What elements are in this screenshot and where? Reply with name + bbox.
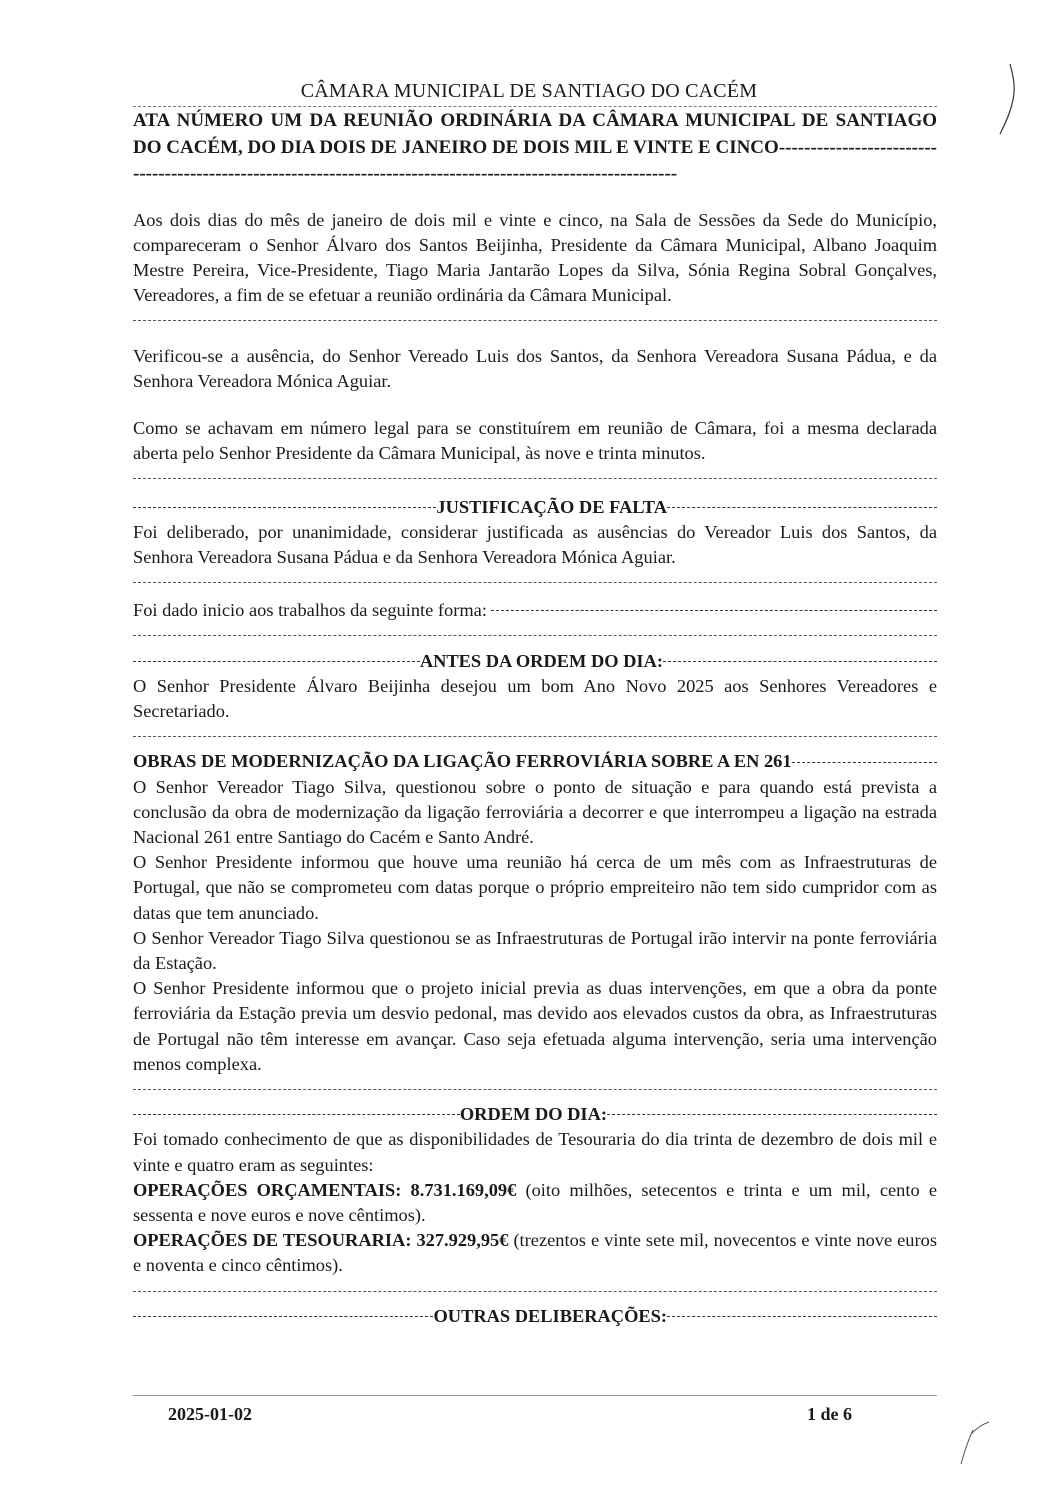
dash-separator	[133, 1279, 937, 1304]
section-ordem	[133, 1102, 937, 1127]
paragraph-orcamentais	[133, 1178, 937, 1228]
section-outras-title: OUTRAS DELIBERAÇÕES:	[433, 1305, 667, 1326]
paragraph-quorum: Como se achavam em número legal para se constituírem em reunião de Câmara, foi a mesma declarada aberta pelo Senhor Presidente da Câmara Municipal, às nove e trinta minutos.	[133, 417, 937, 464]
section-obras	[133, 749, 937, 774]
initials-mark	[955, 1410, 995, 1470]
dash-separator	[133, 308, 937, 333]
footer-rule	[133, 1395, 937, 1396]
paragraph-tesouraria	[133, 1228, 937, 1278]
minutes-title-text: ATA NÚMERO UM DA REUNIÃO ORDINÁRIA DA CÂMARA MUNICIPAL DE SANTIAGO DO CACÉM, DO DIA DOIS DE JANEIRO DE DOIS MIL E VINTE E CINCO	[133, 110, 937, 158]
dash-fill	[663, 661, 937, 662]
title-dash-fill: ---------------------------------------------------------------------------------------------------------------	[133, 136, 937, 184]
dash-separator	[133, 466, 937, 491]
paragraph-obras-1: O Senhor Vereador Tiago Silva, questionou sobre o ponto de situação e para quando está prevista a conclusão da obra de modernização da ligação ferroviária a decorrer e que interrompeu a ligação na estrada Nacional 261 entre Santiago do Cacém e Santo André.	[133, 776, 937, 848]
dash-fill	[667, 507, 937, 508]
tesouraria-label: OPERAÇÕES DE TESOURARIA: 327.929,95€	[133, 1230, 509, 1251]
dash-separator	[133, 1077, 937, 1102]
dash-fill	[133, 661, 420, 662]
start-line	[133, 598, 937, 623]
dash-fill	[792, 762, 937, 763]
dash-fill	[491, 610, 937, 611]
section-justificacao-title: JUSTIFICAÇÃO DE FALTA	[436, 496, 667, 517]
footer-date: 2025-01-02	[168, 1404, 252, 1424]
section-antes-title: ANTES DA ORDEM DO DIA:	[419, 650, 663, 671]
signature-mark	[996, 60, 1026, 140]
paragraph-obras-2: O Senhor Presidente informou que houve uma reunião há cerca de um mês com as Infraestruturas de Portugal, que não se comprometeu com datas porque o próprio empreiteiro não tem sido cumpridor com as datas que tem anunciado.	[133, 852, 937, 923]
dash-fill	[133, 1316, 433, 1317]
paragraph-obras-4: O Senhor Presidente informou que o projeto inicial previa as duas intervenções, em que a obra da ponte ferroviária da Estação previa um desvio pedonal, mas devido aos elevados custos da obra, as Infraestruturas de Portugal não têm interesse em avançar. Caso seja efetuada alguma intervenção, seria uma intervenção menos complexa.	[133, 978, 937, 1074]
paragraph-obras-3: O Senhor Vereador Tiago Silva questionou se as Infraestruturas de Portugal irão intervir na ponte ferroviária da Estação.	[133, 927, 937, 974]
dash-separator	[133, 724, 937, 749]
paragraph-opening: Aos dois dias do mês de janeiro de dois mil e vinte e cinco, na Sala de Sessões da Sede do Município, compareceram o Senhor Álvaro dos Santos Beijinha, Presidente da Câmara Municipal, Albano Joaquim Mestre Pereira, Vice-Presidente, Tiago Maria Jantarão Lopes da Silva, Sónia Regina Sobral Gonçalves, Vereadores, a fim de se efetuar a reunião ordinária da Câmara Municipal.	[133, 209, 937, 306]
section-antes	[133, 649, 937, 674]
paragraph-antes: O Senhor Presidente Álvaro Beijinha desejou um bom Ano Novo 2025 aos Senhores Vereadores e Secretariado.	[133, 675, 937, 722]
minutes-title	[133, 108, 937, 188]
section-obras-title: OBRAS DE MODERNIZAÇÃO DA LIGAÇÃO FERROVIÁRIA SOBRE A EN 261	[133, 751, 792, 772]
dash-fill	[607, 1114, 937, 1115]
paragraph-absence: Verificou-se a ausência, do Senhor Vereado Luis dos Santos, da Senhora Vereadora Susana Pádua, e da Senhora Vereadora Mónica Aguiar.	[133, 345, 937, 391]
dash-fill	[667, 1316, 937, 1317]
page-header: CÂMARA MUNICIPAL DE SANTIAGO DO CACÉM	[300, 80, 758, 102]
section-ordem-title: ORDEM DO DIA:	[459, 1104, 607, 1125]
dash-separator	[133, 570, 937, 595]
minutes-content	[133, 108, 937, 1329]
paragraph-start: Foi dado inicio aos trabalhos da seguinte forma:	[133, 600, 487, 621]
dash-separator	[133, 623, 937, 648]
section-justificacao	[133, 495, 937, 520]
paragraph-justification: Foi deliberado, por unanimidade, considerar justificada as ausências do Vereador Luis dos Santos, da Senhora Vereadora Susana Pádua e da Senhora Vereadora Mónica Aguiar.	[133, 521, 937, 567]
dash-fill	[133, 507, 436, 508]
header-rule	[133, 106, 937, 107]
orcamentais-text: (oito milhões, setecentos e trinta e um mil, cento e sessenta e nove euros e nove cêntimos).	[133, 1179, 937, 1226]
dash-fill	[133, 1114, 460, 1115]
footer-page-number: 1 de 6	[807, 1404, 852, 1424]
section-outras	[133, 1304, 937, 1329]
orcamentais-label: OPERAÇÕES ORÇAMENTAIS: 8.731.169,09€	[133, 1179, 517, 1200]
paragraph-ordem-intro: Foi tomado conhecimento de que as disponibilidades de Tesouraria do dia trinta de dezembro de dois mil e vinte e quatro eram as seguintes:	[133, 1129, 937, 1175]
tesouraria-text: (trezentos e vinte sete mil, novecentos e vinte nove euros e noventa e cinco cêntimos).	[133, 1230, 937, 1276]
